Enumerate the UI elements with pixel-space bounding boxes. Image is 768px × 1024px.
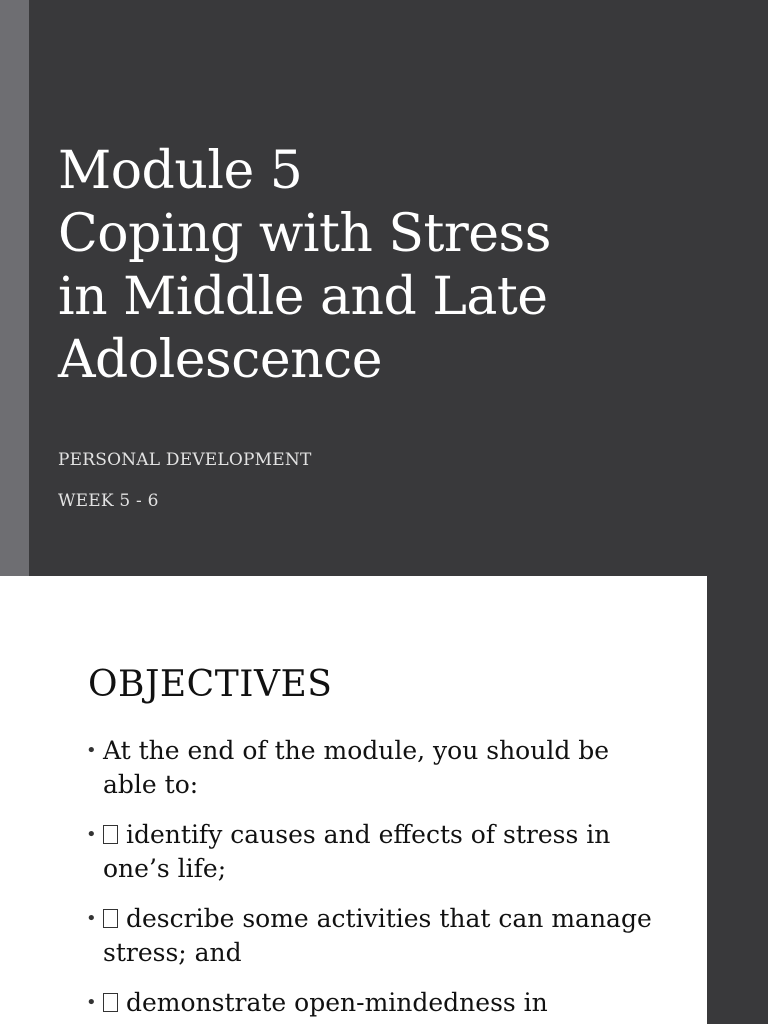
module-title-line-4: Adolescence	[58, 330, 383, 390]
objective-text: identify causes and effects of stress in one’s life;	[103, 820, 611, 883]
module-title-line-1: Module 5	[58, 141, 303, 201]
objective-item-describe	[86, 902, 666, 970]
bullet-icon: •	[86, 740, 97, 761]
objectives-heading: OBJECTIVES	[88, 664, 333, 705]
missing-glyph-box-icon	[103, 909, 118, 928]
module-title	[58, 140, 718, 392]
objective-item-demonstrate	[86, 986, 666, 1020]
missing-glyph-box-icon	[103, 825, 118, 844]
title-slide-accent-strip	[0, 0, 29, 576]
objective-text: At the end of the module, you should be able to:	[103, 736, 610, 799]
missing-glyph-box-icon	[103, 993, 118, 1012]
module-title-line-3: in Middle and Late	[58, 267, 548, 327]
objective-text: describe some activities that can manage stress; and	[103, 904, 652, 967]
next-slide-edge	[707, 576, 768, 1024]
objective-item-intro	[86, 734, 666, 802]
subject-subtitle: PERSONAL DEVELOPMENT	[58, 450, 312, 470]
week-subtitle: WEEK 5 - 6	[58, 491, 159, 511]
objective-item-identify	[86, 818, 666, 886]
bullet-icon: •	[86, 908, 97, 929]
bullet-icon: •	[86, 992, 97, 1013]
objectives-slide	[0, 576, 707, 1024]
objective-text: demonstrate open-mindedness in	[126, 988, 548, 1017]
module-title-line-2: Coping with Stress	[58, 204, 551, 264]
bullet-icon: •	[86, 824, 97, 845]
objectives-list	[86, 734, 666, 1024]
